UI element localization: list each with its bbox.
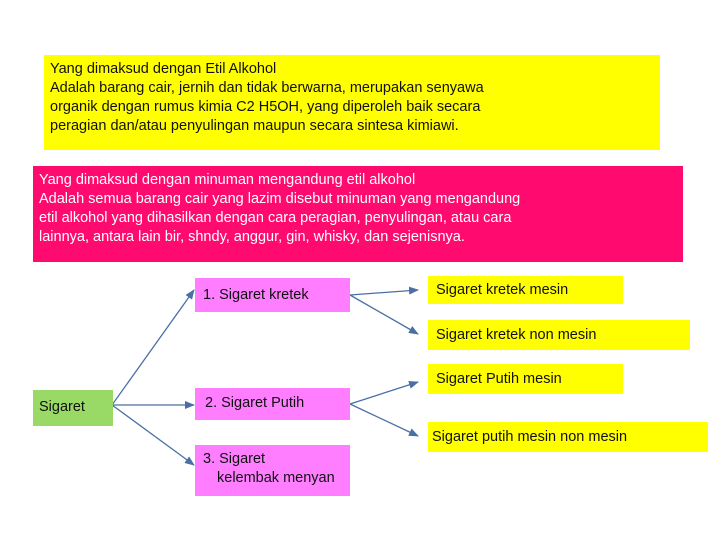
kretek-node [195,278,350,312]
arrow-to-kretek-non-mesin [350,295,418,334]
putih-node [195,388,350,420]
kelembak-label-1: 3. Sigaret [203,451,266,467]
definition-line: Adalah barang cair, jernih dan tidak berwarna, merupakan senyawa [50,80,484,96]
kretek-non-mesin-node [428,320,690,350]
kretek-mesin-label: Sigaret kretek mesin [436,282,569,298]
sigaret-root-node [33,390,113,426]
arrow-to-kelembak [112,405,194,465]
kelembak-menyan-node [195,445,350,496]
kelembak-label-2: kelembak menyan [217,470,335,486]
putih-non-mesin-node [428,422,708,452]
arrow-to-putih-mesin [350,382,418,404]
arrow-to-kretek-mesin [350,290,418,295]
root-label: Sigaret [39,399,85,415]
putih-mesin-node [428,364,623,394]
definition-line: Yang dimaksud dengan Etil Alkohol [50,61,277,77]
arrow-to-kretek [112,290,194,405]
putih-label: 2. Sigaret Putih [205,395,305,411]
kretek-non-mesin-label: Sigaret kretek non mesin [436,327,597,343]
arrow-to-putih-non-mesin [350,404,418,436]
putih-non-mesin-label: Sigaret putih mesin non mesin [432,429,628,445]
kretek-label: 1. Sigaret kretek [203,287,309,303]
kretek-mesin-node [428,276,623,304]
putih-mesin-label: Sigaret Putih mesin [436,371,562,387]
definition-line: Yang dimaksud dengan minuman mengandung etil alkohol [39,172,416,188]
definition-line: lainnya, antara lain bir, shndy, anggur, gin, whisky, dan sejenisnya. [39,229,465,245]
definition-line: peragian dan/atau penyulingan maupun secara sintesa kimiawi. [50,118,459,134]
definition-line: organik dengan rumus kimia C2 H5OH, yang diperoleh baik secara [50,99,481,115]
definition-line: Adalah semua barang cair yang lazim disebut minuman yang mengandung [39,191,521,207]
definition-line: etil alkohol yang dihasilkan dengan cara peragian, penyulingan, atau cara [39,210,512,226]
